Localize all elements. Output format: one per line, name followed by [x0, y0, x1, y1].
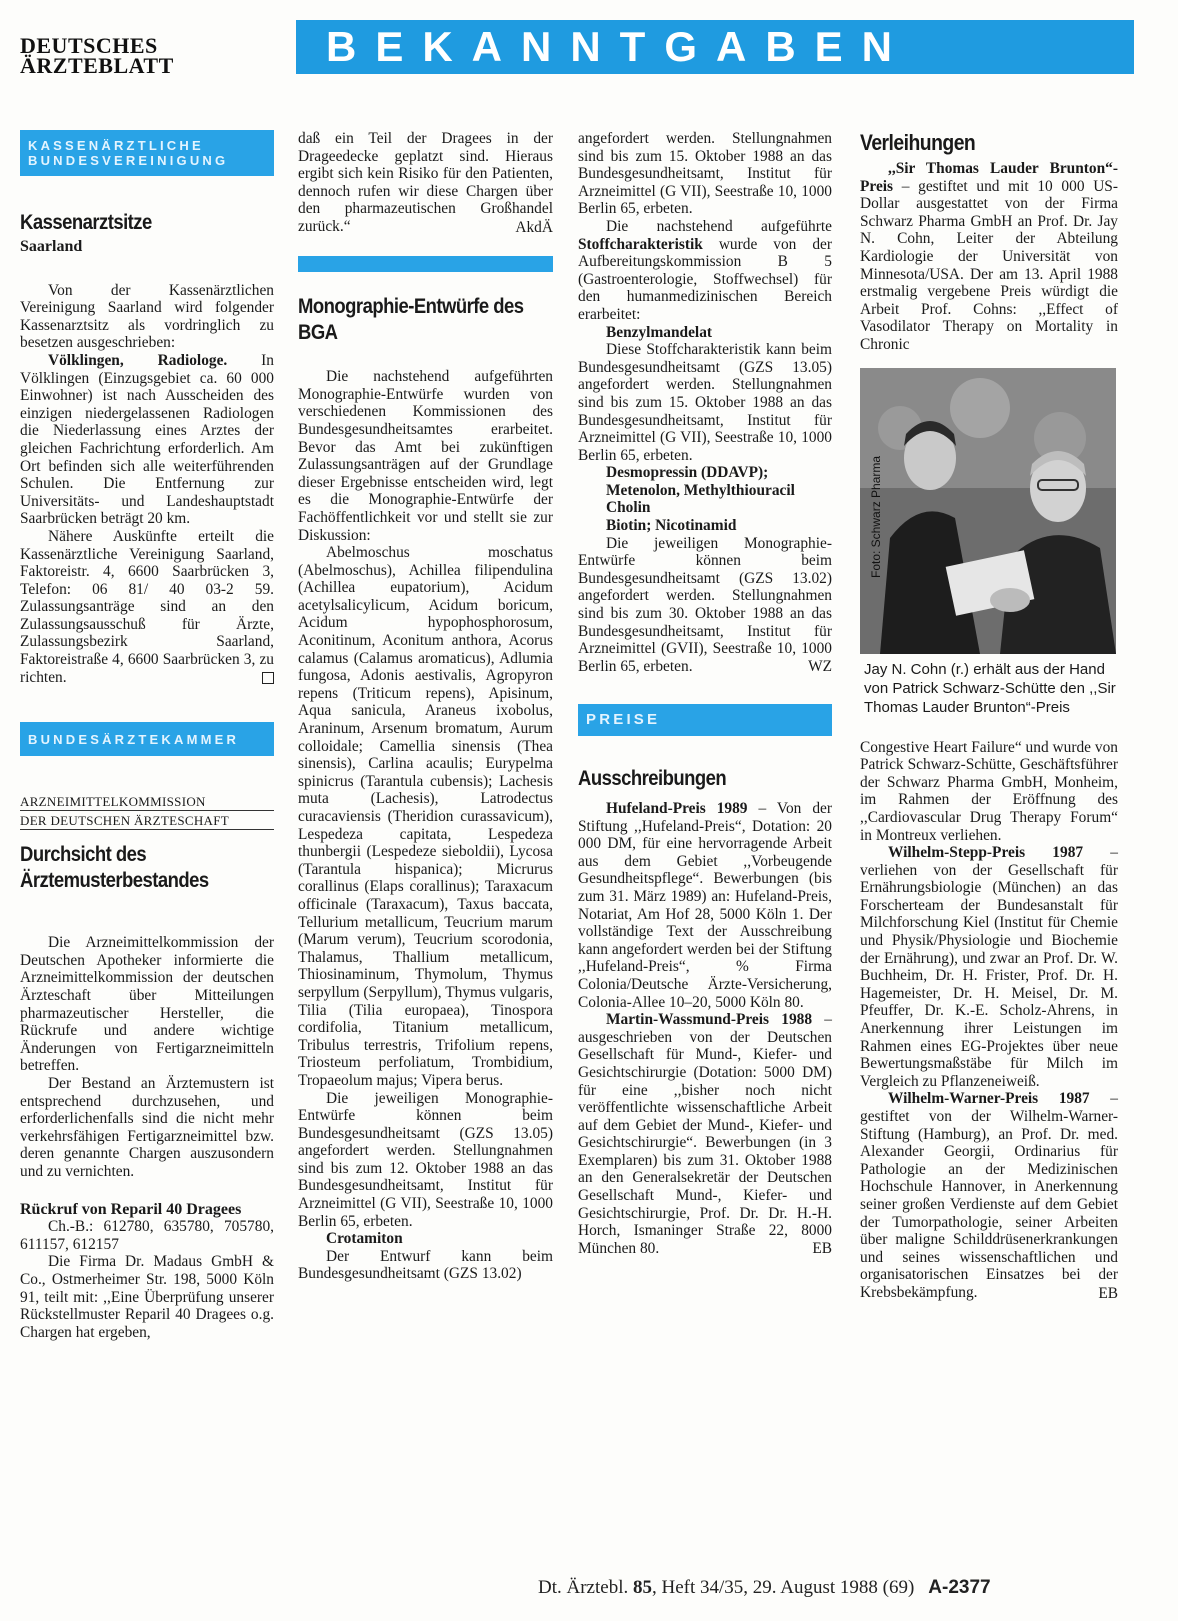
column-2 — [298, 130, 553, 1283]
bold-lead: ,,Sir Thomas Lauder Brunton“-Preis — [860, 160, 1118, 195]
column-1 — [20, 130, 274, 1341]
preise-section-bar: PREISE — [578, 704, 832, 736]
heading-desmopressin: Desmopressin (DDAVP); Metenolon, Methylthiouracil — [606, 464, 795, 499]
paragraph: – Von der Stiftung ,,Hufeland-Preis“, Dotation: 20 000 DM, für eine hervorragende Arbeit aus dem Gebiet ,,Vorbeugende Gesundheitspflege“. Bewerbungen (bis zum 31. März 1989) an: Hufeland-Preis, Notariat, Am Hof 28, 5000 Köln 1. Der vollständige Text der Ausschreibung kann angefordert werden bei der Stiftung ,,Hufeland-Preis“, % Firma Colonia/Deutsche Ärzte-Versicherung, Colonia-Allee 10–20, 5000 Köln 80. — [578, 800, 832, 1011]
paragraph: Ch.-B.: 612780, 635780, 705780, 611157, 612157 — [20, 1218, 274, 1253]
kbv-bar-line2: BUNDESVEREINIGUNG — [28, 153, 229, 168]
photo-illustration — [860, 368, 1116, 654]
paragraph: Der Bestand an Ärztemustern ist entsprechend durchzusehen, und erforderlichenfalls sind die nicht mehr verkehrsfähigen Fertigarzneimittel bzw. deren genannte Chargen auszusondern und zu vernichten. — [20, 1075, 274, 1180]
paragraph: In Völklingen (Einzugsgebiet ca. 60 000 Einwohner) ist nach Ausscheiden des einzigen niedergelassenen Radiologen die Niederlassung eines Arztes der gleichen Fachrichtung erforderlich. Am Ort befinden sich alle weiterführenden Schulen. Die Entfernung zur Universitäts- und Landeshauptstadt Saarbrücken beträgt 20 km. — [20, 351, 274, 528]
signature: WZ — [808, 658, 832, 676]
bold-lead: Wilhelm-Stepp-Preis 1987 — [888, 844, 1084, 862]
masthead-line1: DEUTSCHES — [20, 33, 158, 58]
paragraph: – ausgeschrieben von der Deutschen Gesellschaft für Mund-, Kiefer- und Gesichtschirurgie (Dotation: 5000 DM) für eine ,,bisher noch nicht veröffentlichte wissenschaftliche Arbeit auf dem Gebiet der Mund-, Kiefer- und Gesichtschirurgie“. Bewerbungen (in 3 Exemplaren) bis zum 31. Oktober 1988 an den Generalsekretär der Deutschen Gesellschaft Mund-, Kiefer- und Gesichtschirurgie, Prof. Dr. Dr. H.-H. Horch, Ismaninger Straße 22, 8000 München 80. — [578, 1011, 832, 1257]
paragraph: Diese Stoffcharakteristik kann beim Bundesgesundheitsamt (GZS 13.05) angefordert werden. Stellungnahmen sind bis zum 15. Oktober 1988 an das Bundesgesundheitsamt, Institut für Arzneimittel (G VII), Seestraße 10, 1000 Berlin 65, erbeten. — [578, 341, 832, 464]
citation-pre: Dt. Ärztebl. — [538, 1577, 633, 1598]
heading-biotin: Biotin; Nicotinamid — [606, 517, 737, 535]
bold-lead: Hufeland-Preis 1989 — [606, 800, 748, 817]
citation-volume: 85 — [632, 1577, 652, 1598]
paragraph: Die jeweiligen Monographie-Entwürfe können beim Bundesgesundheitsamt (GZS 13.05) angefordert werden. Stellungnahmen sind bis zum 12. Oktober 1988 an das Bundesgesundheitsamt, Institut für Arzneimittel (G VII), Seestraße 10, 1000 Berlin 65, erbeten. — [298, 1089, 553, 1230]
masthead-logo — [20, 33, 174, 78]
paragraph: angefordert werden. Stellungnahmen sind bis zum 15. Oktober 1988 an das Bundesgesundheitsamt, Institut für Arzneimittel (G VII), Seestraße 10, 1000 Berlin 65, erbeten. — [578, 130, 832, 218]
paragraph: – gestiftet von der Wilhelm-Warner-Stiftung (Hamburg), an Prof. Dr. med. Alexander Georgii, Ordinarius für Pathologie an der Medizinischen Hochschule Hannover, in Anerkennung seiner großen Verdienste auf dem Gebiet der Tumorpathologie, seiner Arbeiten über maligne Schilddrüsenerkrankungen und seines wissenschaftlichen und organisatorischen Einsatzes bei der Krebsbekämpfung. — [860, 1090, 1118, 1301]
signature: EB — [812, 1240, 832, 1258]
heading-monographie: Monographie-Entwürfe des BGA — [298, 295, 524, 345]
paragraph: Die nachstehend aufgeführte — [606, 217, 832, 235]
section-banner: BEKANNTGABEN — [296, 20, 1134, 74]
bold-lead: Martin-Wassmund-Preis 1988 — [606, 1011, 813, 1029]
photo-credit: Foto: Schwarz Pharma — [869, 455, 883, 578]
paragraph: Nähere Auskünfte erteilt die Kassenärztliche Vereinigung Saarland, Faktoreistr. 4, 6600 Saarbrücken 3, Telefon: 06 81/ 40 03-2 59. Zulassungsanträge sind an den Zulassungsausschuß für Ärzte, Zulassungsbezirk Saarland, Faktoreistraße 4, 6600 Saarbrücken 3, zu richten. — [20, 527, 274, 686]
bold-lead: Völklingen, Radiologe. — [48, 351, 228, 369]
kbv-section-bar — [20, 130, 274, 176]
kicker-line2: DER DEUTSCHEN ÄRZTESCHAFT — [20, 813, 274, 830]
signature: AkdÄ — [515, 218, 553, 236]
paragraph: Die Arzneimittelkommission der Deutschen Apotheker informierte die Arzneimittelkommission der deutschen Ärzteschaft über Mitteilungen pharmazeutischer Hersteller, die Rückrufe und andere wichtige Änderungen von Fertigarzneimitteln betreffen. — [20, 934, 274, 1075]
subheading-saarland: Saarland — [20, 238, 83, 255]
citation-post: , Heft 34/35, 29. August 1988 (69) — [651, 1577, 915, 1598]
heading-rueckruf: Rückruf von Reparil 40 Dragees — [20, 1200, 242, 1218]
bold-lead: Wilhelm-Warner-Preis 1987 — [888, 1090, 1090, 1108]
kicker-line1: ARZNEIMITTELKOMMISSION — [20, 794, 274, 811]
paragraph: Der Entwurf kann beim Bundesgesundheitsamt (GZS 13.02) — [298, 1247, 553, 1283]
paragraph: Abelmoschus moschatus (Abelmoschus), Achillea filipendulina (Achillea eupatorium), Acidum acetylsalicylicum, Acidum boricum, Acidum hypophosphorosum, Aconitinum, Aconitum anthora, Acorus calamus (Calamus aromaticus), Adlumia fungosa, Adonis aestivalis, Agropyron repens (Triticum repens), Apisinum, Aqua sanicula, Araneus ixobolus, Araninum, Arsenum bromatum, Aurum colloidale; Camellia sinensis (Thea sinensis), Carlina acaulis; Eurypelma spinicrus (Tarantula cubensis); Lachesis muta (Lachesis), Latrodectus curacaviensis (Theridion curassavicum), Lespedeza capitata, Lespedeza thunbergii (Lespedeze sieboldii), Lycosa (Tarantula hispanica); Micrurus corallinus (Elaps corallinus); Taraxacum officinale (Taraxacum), Taxus baccata, Tellurium metallicum, Teucrium marum (Marum verum), Teucrium scorodonia, Thalamus, Thallium metallicum, Thiosinaminum, Thymolum, Thymus serpyllum (Serpyllum), Thymus vulgaris, Tilia (Tilia europaea), Tinospora cordifolia, Titanium metallicum, Tribulus terrestris, Trifolium repens, Triosteum perfoliatum, Trombidium, Tropaeolum majus; Vipera berus. — [298, 544, 553, 1089]
paragraph: – gestiftet und mit 10 000 US-Dollar ausgestattet von der Firma Schwarz Pharma GmbH an Prof. Dr. Jay N. Cohn, Leiter der Abteilung Kardiologie der Universität von Minnesota/USA. Der am 13. April 1988 erstmalig vergebene Preis würdigt die Arbeit Prof. Cohns: ,,Effect of Vasodilator Therapy on Mortality in Chronic — [860, 177, 1118, 353]
signature: EB — [1098, 1284, 1118, 1302]
heading-benzylmandelat: Benzylmandelat — [606, 323, 713, 341]
paragraph: Die jeweiligen Monographie-Entwürfe können beim Bundesgesundheitsamt (GZS 13.02) angefordert werden. Stellungnahmen sind bis zum 30. Oktober 1988 an das Bundesgesundheitsamt, Institut für Arzneimittel (GVII), Seestraße 10, 1000 Berlin 65, erbeten. — [578, 534, 832, 675]
paragraph: wurde von der Aufbereitungskommission B 5 (Gastroenterologie, Stoffwechsel) für den humanmedizinischen Bereich erarbeitet: — [578, 235, 832, 323]
heading-cholin: Cholin — [606, 499, 651, 517]
bold-term: Stoffcharakteristik — [578, 235, 703, 253]
masthead-line2: ÄRZTEBLATT — [20, 53, 174, 78]
page-footer — [538, 1577, 991, 1599]
paragraph: Von der Kassenärztlichen Vereinigung Saarland wird folgender Kassenarztsitz als vordringlich zu besetzen ausgeschrieben: — [20, 281, 274, 352]
photo-caption: Jay N. Cohn (r.) erhält aus der Hand von Patrick Schwarz-Schütte den ,,Sir Thomas Lauder Brunton“-Preis — [864, 660, 1116, 716]
end-box-icon — [262, 672, 274, 684]
heading-ausschreibungen: Ausschreibungen — [578, 767, 727, 790]
heading-kassenarztsitze: Kassenarztsitze — [20, 211, 152, 234]
column-4 — [860, 130, 1118, 1302]
baek-section-bar: BUNDESÄRZTEKAMMER — [20, 722, 274, 756]
paragraph: daß ein Teil der Dragees in der Drageedecke geplatzt sind. Hieraus ergibt sich kein Risiko für den Patienten, dennoch rufen wir diese Chargen über den pharmazeutischen Großhandel zurück.“ — [298, 130, 553, 235]
paragraph: Die Firma Dr. Madaus GmbH & Co., Ostmerheimer Str. 198, 5000 Köln 91, teilt mit: ,,Eine Überprüfung unserer Rückstellmuster Reparil 40 Dragees o.g. Chargen hat ergeben, — [20, 1253, 274, 1341]
heading-verleihungen: Verleihungen — [860, 130, 976, 155]
column-3 — [578, 130, 832, 1258]
award-photo — [860, 368, 1116, 654]
paragraph: Congestive Heart Failure“ und wurde von Patrick Schwarz-Schütte, Geschäftsführer der Schwarz Pharma GmbH, Monheim, im Rahmen der Eröffnung des ,,Cardiovascular Drug Therapy Forum“ in Montreux verliehen. — [860, 738, 1118, 844]
kbv-bar-line1: KASSENÄRZTLICHE — [28, 138, 204, 153]
heading-crotamiton: Crotamiton — [326, 1230, 403, 1248]
paragraph: – verliehen von der Gesellschaft für Ernährungsbiologie (München) an das Forscherteam der Bundesanstalt für Milchforschung Kiel (Institut für Chemie und Physik/Physiologie und Biochemie der Ernährung), und zwar an Prof. Dr. W. Buchheim, Dr. H. Frister, Prof. Dr. H. Hagemeister, Dr. H. Meisel, Dr. M. Pfeuffer, Dr. K.-E. Scholz-Ahrens, in Anerkennung ihrer Leistungen im Rahmen eines EG-Projektes über neue Bewertungsmaßstäbe für Milch im Vergleich zu Pflanzeneiweiß. — [860, 844, 1119, 1090]
heading-durchsicht: Durchsicht des Ärztemusterbestandes — [20, 843, 209, 893]
page-number: A-2377 — [928, 1577, 991, 1598]
paragraph: Die nachstehend aufgeführten Monographie-Entwürfe wurden von verschiedenen Kommissionen des Bundesgesundheitsamtes erarbeitet. Bevor das Amt bei zukünftigen Zulassungsanträgen auf der Grundlage dieser Ergebnisse entscheiden wird, legt es die Monographie-Entwürfe der Fachöffentlichkeit vor und stellt sie zur Diskussion: — [298, 368, 553, 544]
section-rule — [298, 256, 553, 272]
